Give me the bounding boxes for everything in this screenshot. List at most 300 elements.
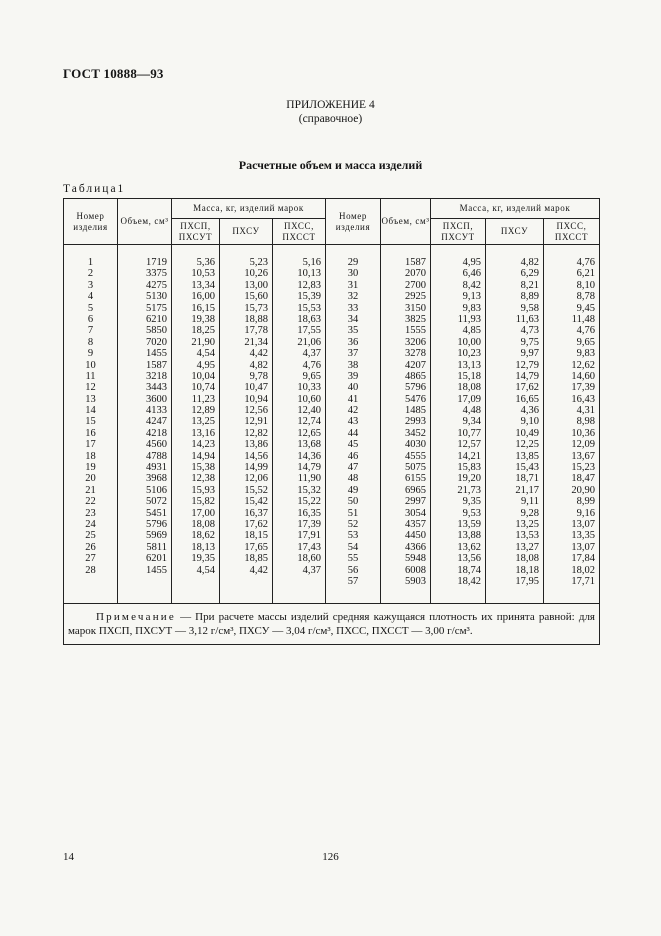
table-cell: 9 bbox=[87, 348, 94, 360]
table-cell: 6 bbox=[87, 313, 94, 325]
table-cell: 18,88 bbox=[244, 313, 268, 325]
table-cell: 13,34 bbox=[191, 279, 215, 291]
table-cell: 9,53 bbox=[462, 507, 481, 519]
table-cell: 10 bbox=[85, 359, 96, 371]
table-cell: 3452 bbox=[405, 427, 426, 439]
table-cell: 5796 bbox=[405, 382, 426, 394]
table-cell: 8,10 bbox=[576, 279, 595, 291]
table-cell: 17,95 bbox=[515, 575, 539, 587]
table-cell: 2700 bbox=[405, 279, 426, 291]
table-cell: 13,00 bbox=[244, 279, 268, 291]
table-cell: 21 bbox=[85, 484, 96, 496]
table-cell: 18,18 bbox=[515, 564, 539, 576]
table-cell: 15,60 bbox=[244, 291, 268, 303]
table-cell: 12,40 bbox=[297, 405, 321, 417]
right-volumes bbox=[381, 245, 431, 604]
table-cell: 3150 bbox=[405, 302, 426, 314]
table-cell: 14,79 bbox=[297, 462, 321, 474]
table-cell: 18,15 bbox=[244, 530, 268, 542]
table-cell: 15 bbox=[85, 416, 96, 428]
table-cell: 50 bbox=[347, 496, 359, 508]
table-cell: 4357 bbox=[405, 518, 426, 530]
table-cell: 10,23 bbox=[457, 348, 481, 360]
table-cell: 4,31 bbox=[576, 405, 595, 417]
table-cell: 9,13 bbox=[462, 291, 481, 303]
table-cell: 1485 bbox=[405, 405, 426, 417]
table-cell: 2925 bbox=[405, 291, 426, 303]
table-cell: 18,42 bbox=[457, 575, 481, 587]
header-mass-left: Масса, кг, изделий марок bbox=[172, 199, 326, 219]
table-cell: 5903 bbox=[405, 575, 426, 587]
table-cell: 17 bbox=[85, 439, 96, 451]
table-cell: 40 bbox=[347, 382, 359, 394]
table-cell: 5106 bbox=[146, 484, 167, 496]
table-cell: 9,97 bbox=[520, 348, 539, 360]
table-cell: 18,25 bbox=[191, 325, 215, 337]
header-pkhsu-right: ПХСУ bbox=[486, 219, 544, 245]
table-cell: 18,08 bbox=[457, 382, 481, 394]
table-cell: 4,76 bbox=[576, 325, 595, 337]
table-cell: 11,90 bbox=[297, 473, 321, 485]
table-cell: 17,91 bbox=[297, 530, 321, 542]
table-cell: 9,65 bbox=[576, 336, 595, 348]
table-cell: 18,02 bbox=[571, 564, 595, 576]
header-pkhss-right: ПХСС, ПХССТ bbox=[544, 219, 600, 245]
table-cell: 32 bbox=[347, 291, 359, 303]
table-cell: 10,04 bbox=[191, 370, 215, 382]
table-cell: 4133 bbox=[146, 405, 167, 417]
table-cell: 12,57 bbox=[457, 439, 481, 451]
table-cell: 5476 bbox=[405, 393, 426, 405]
table-cell: 13,88 bbox=[457, 530, 481, 542]
table-cell: 13,53 bbox=[515, 530, 539, 542]
table-cell: 8,89 bbox=[520, 291, 539, 303]
appendix-title: ПРИЛОЖЕНИЕ 4 bbox=[286, 99, 375, 111]
table-cell: 13,85 bbox=[515, 450, 539, 462]
table-cell: 48 bbox=[347, 473, 359, 485]
table-cell: 9,16 bbox=[576, 507, 595, 519]
table-cell: 17,39 bbox=[297, 518, 321, 530]
table-cell: 15,43 bbox=[515, 462, 539, 474]
table-cell: 14,36 bbox=[297, 450, 321, 462]
table-cell: 10,47 bbox=[244, 382, 268, 394]
table-cell: 18,60 bbox=[297, 553, 321, 565]
table-cell: 2997 bbox=[405, 496, 426, 508]
table-cell: 9,75 bbox=[520, 336, 539, 348]
table-cell: 15,52 bbox=[244, 484, 268, 496]
table-cell: 14,79 bbox=[515, 370, 539, 382]
table-cell: 13,56 bbox=[457, 553, 481, 565]
table-cell: 12,74 bbox=[297, 416, 321, 428]
table-cell: 1587 bbox=[146, 359, 167, 371]
table-cell: 9,78 bbox=[249, 370, 268, 382]
header-pkhsu-left: ПХСУ bbox=[220, 219, 273, 245]
table-cell: 6155 bbox=[405, 473, 426, 485]
table-cell: 13,16 bbox=[191, 427, 215, 439]
table-cell: 1555 bbox=[405, 325, 426, 337]
header-item-no-right: Номер изделия bbox=[326, 199, 381, 245]
table-cell: 4,42 bbox=[249, 564, 268, 576]
table-cell: 11,48 bbox=[571, 313, 595, 325]
table-cell: 13,25 bbox=[515, 518, 539, 530]
table-cell: 21,34 bbox=[244, 336, 268, 348]
table-cell: 15,53 bbox=[297, 302, 321, 314]
header-pkhsp-left: ПХСП, ПХСУТ bbox=[172, 219, 220, 245]
table-cell: 5072 bbox=[146, 496, 167, 508]
table-cell: 4,76 bbox=[576, 257, 595, 268]
table-cell: 1455 bbox=[146, 564, 167, 576]
table-cell: 19 bbox=[85, 462, 96, 474]
table-cell: 26 bbox=[85, 541, 96, 553]
table-cell: 5969 bbox=[146, 530, 167, 542]
table-cell: 12,56 bbox=[244, 405, 268, 417]
page-number-center: 126 bbox=[322, 851, 339, 863]
table-cell: 4218 bbox=[146, 427, 167, 439]
left-item-numbers bbox=[64, 245, 118, 604]
table-cell: 10,49 bbox=[515, 427, 539, 439]
table-cell: 10,60 bbox=[297, 393, 321, 405]
header-item-no-left: Номер изделия bbox=[64, 199, 118, 245]
table-cell: 4788 bbox=[146, 450, 167, 462]
table-cell: 4,54 bbox=[196, 564, 215, 576]
table-cell: 33 bbox=[347, 302, 359, 314]
table-cell: 10,77 bbox=[457, 427, 481, 439]
table-cell: 4,36 bbox=[520, 405, 539, 417]
table-cell: 8,99 bbox=[576, 496, 595, 508]
header-pkhss-left: ПХСС, ПХССТ bbox=[273, 219, 326, 245]
table-cell: 4030 bbox=[405, 439, 426, 451]
table-cell: 46 bbox=[347, 450, 359, 462]
table-cell: 12,38 bbox=[191, 473, 215, 485]
table-cell: 43 bbox=[347, 416, 359, 428]
document-code: ГОСТ 10888—93 bbox=[63, 66, 164, 81]
table-cell: 35 bbox=[347, 325, 359, 337]
table-cell: 4,42 bbox=[249, 348, 268, 360]
left-volumes bbox=[118, 245, 172, 604]
table-cell: 12 bbox=[85, 382, 96, 394]
table-cell: 55 bbox=[347, 553, 359, 565]
table-cell: 9,10 bbox=[520, 416, 539, 428]
table-cell: 4,95 bbox=[196, 359, 215, 371]
table-cell: 18,74 bbox=[457, 564, 481, 576]
table-cell: 9,45 bbox=[576, 302, 595, 314]
table-cell: 6,46 bbox=[462, 268, 481, 280]
table-cell: 10,33 bbox=[297, 382, 321, 394]
table-cell: 9,28 bbox=[520, 507, 539, 519]
table-cell: 14 bbox=[85, 405, 96, 417]
table-cell: 5175 bbox=[146, 302, 167, 314]
table-cell: 11,23 bbox=[191, 393, 215, 405]
table-cell: 4865 bbox=[405, 370, 426, 382]
table-cell: 8,78 bbox=[576, 291, 595, 303]
table-cell: 9,34 bbox=[462, 416, 481, 428]
table-cell: 18,63 bbox=[297, 313, 321, 325]
table-cell: 4,37 bbox=[302, 564, 321, 576]
table-cell: 12,06 bbox=[244, 473, 268, 485]
table-cell: 3 bbox=[87, 279, 94, 291]
table-cell: 4,95 bbox=[462, 257, 481, 268]
table-cell: 47 bbox=[347, 462, 359, 474]
table-cell: 13,13 bbox=[457, 359, 481, 371]
table-cell: 16,15 bbox=[191, 302, 215, 314]
table-cell: 29 bbox=[347, 257, 359, 268]
table-cell: 2993 bbox=[405, 416, 426, 428]
table-cell: 13,67 bbox=[571, 450, 595, 462]
table-cell: 11,93 bbox=[457, 313, 481, 325]
table-cell: 56 bbox=[347, 564, 359, 576]
table-cell: 36 bbox=[347, 336, 359, 348]
table-cell: 1455 bbox=[146, 348, 167, 360]
table-cell: 10,74 bbox=[191, 382, 215, 394]
table-cell: 13,35 bbox=[571, 530, 595, 542]
table-cell: 5451 bbox=[146, 507, 167, 519]
table-cell: 5948 bbox=[405, 553, 426, 565]
left-mass-pkhsu bbox=[220, 245, 273, 604]
table-cell: 12,62 bbox=[571, 359, 595, 371]
left-mass-pkhss bbox=[273, 245, 326, 604]
table-cell: 17,62 bbox=[244, 518, 268, 530]
table-cell: 37 bbox=[347, 348, 359, 360]
table-cell: 3206 bbox=[405, 336, 426, 348]
table-cell: 9,11 bbox=[521, 496, 539, 508]
table-cell: 16,43 bbox=[571, 393, 595, 405]
table-cell: 14,99 bbox=[244, 462, 268, 474]
table-caption: Таблица1 bbox=[63, 183, 126, 195]
table-cell: 9,65 bbox=[302, 370, 321, 382]
table-cell: 13,59 bbox=[457, 518, 481, 530]
table-cell: 4,76 bbox=[302, 359, 321, 371]
table-cell: 4450 bbox=[405, 530, 426, 542]
table-cell: 5075 bbox=[405, 462, 426, 474]
table-cell: 25 bbox=[85, 530, 96, 542]
table-cell: 4,85 bbox=[462, 325, 481, 337]
table-cell: 15,42 bbox=[244, 496, 268, 508]
table-cell: 5796 bbox=[146, 518, 167, 530]
table-cell: 16 bbox=[85, 427, 96, 439]
table-cell: 9,35 bbox=[462, 496, 481, 508]
table-cell: 8,42 bbox=[462, 279, 481, 291]
table-cell: 1 bbox=[87, 257, 94, 268]
table-cell: 2 bbox=[87, 268, 94, 280]
table-cell: 38 bbox=[347, 359, 359, 371]
table-cell: 15,38 bbox=[191, 462, 215, 474]
table-cell: 3968 bbox=[146, 473, 167, 485]
table-cell: 18,85 bbox=[244, 553, 268, 565]
table-cell: 21,90 bbox=[191, 336, 215, 348]
table-cell: 4207 bbox=[405, 359, 426, 371]
table-cell: 16,65 bbox=[515, 393, 539, 405]
table-cell: 12,09 bbox=[571, 439, 595, 451]
table-cell: 19,35 bbox=[191, 553, 215, 565]
table-cell: 6965 bbox=[405, 484, 426, 496]
table-cell: 34 bbox=[347, 313, 359, 325]
table-cell: 15,22 bbox=[297, 496, 321, 508]
header-volume-right: Объем, см³ bbox=[381, 199, 431, 245]
table-cell: 17,78 bbox=[244, 325, 268, 337]
table-cell: 18,71 bbox=[515, 473, 539, 485]
table-cell: 18,08 bbox=[515, 553, 539, 565]
table-cell: 12,89 bbox=[191, 405, 215, 417]
table-cell: 6,21 bbox=[576, 268, 595, 280]
table-cell: 4,54 bbox=[196, 348, 215, 360]
table-cell: 10,00 bbox=[457, 336, 481, 348]
table-cell: 41 bbox=[347, 393, 359, 405]
table-cell: 3825 bbox=[405, 313, 426, 325]
table-cell: 17,84 bbox=[571, 553, 595, 565]
table-cell: 15,39 bbox=[297, 291, 321, 303]
table-cell: 14,56 bbox=[244, 450, 268, 462]
table-cell: 3375 bbox=[146, 268, 167, 280]
table-cell: 4247 bbox=[146, 416, 167, 428]
table-cell: 10,53 bbox=[191, 268, 215, 280]
table-cell: 10,94 bbox=[244, 393, 268, 405]
table-cell: 10,36 bbox=[571, 427, 595, 439]
table-cell: 10,13 bbox=[297, 268, 321, 280]
table-cell: 11 bbox=[85, 370, 96, 382]
left-mass-pkhsp bbox=[172, 245, 220, 604]
table-cell: 18,13 bbox=[191, 541, 215, 553]
header-mass-right: Масса, кг, изделий марок bbox=[431, 199, 600, 219]
table-cell: 4555 bbox=[405, 450, 426, 462]
table-cell: 15,73 bbox=[244, 302, 268, 314]
table-cell: 45 bbox=[347, 439, 359, 451]
table-cell: 3278 bbox=[405, 348, 426, 360]
table-cell: 16,00 bbox=[191, 291, 215, 303]
table-cell: 39 bbox=[347, 370, 359, 382]
table-cell: 3443 bbox=[146, 382, 167, 394]
table-cell: 9,83 bbox=[576, 348, 595, 360]
table-cell: 15,18 bbox=[457, 370, 481, 382]
table-cell: 18 bbox=[85, 450, 96, 462]
page-number-left: 14 bbox=[63, 851, 74, 863]
table-cell: 31 bbox=[347, 279, 359, 291]
table-cell: 6008 bbox=[405, 564, 426, 576]
header-pkhsp-right: ПХСП, ПХСУТ bbox=[431, 219, 486, 245]
appendix-subtitle: (справочное) bbox=[298, 113, 363, 125]
table-cell: 27 bbox=[85, 553, 96, 565]
table-cell: 15,93 bbox=[191, 484, 215, 496]
note-text: — При расчете массы изделий средняя кажущаяся плотность их принята равной: для марок ПХСП, ПХСУТ — 3,12 г/см³, ПХСУ — 3,04 г/см³, ПХСС, ПХССТ — 3,00 г/см³. bbox=[68, 611, 595, 638]
table-cell: 4,37 bbox=[302, 348, 321, 360]
table-cell: 16,35 bbox=[297, 507, 321, 519]
table-cell: 13,68 bbox=[297, 439, 321, 451]
table-cell: 12,79 bbox=[515, 359, 539, 371]
table-cell: 20 bbox=[85, 473, 96, 485]
table-cell: 3054 bbox=[405, 507, 426, 519]
table-cell: 21,73 bbox=[457, 484, 481, 496]
table-cell: 8,98 bbox=[576, 416, 595, 428]
right-mass-pkhss bbox=[544, 245, 600, 604]
table-cell: 3218 bbox=[146, 370, 167, 382]
table-cell: 13,62 bbox=[457, 541, 481, 553]
table-cell: 14,23 bbox=[191, 439, 215, 451]
table-cell: 44 bbox=[347, 427, 359, 439]
table-cell: 42 bbox=[347, 405, 359, 417]
table-cell: 14,60 bbox=[571, 370, 595, 382]
right-item-numbers bbox=[326, 245, 381, 604]
table-cell: 8 bbox=[87, 336, 94, 348]
table-cell: 12,91 bbox=[244, 416, 268, 428]
table-cell: 8,21 bbox=[520, 279, 539, 291]
note-label: Примечание bbox=[96, 611, 176, 624]
table-cell: 7 bbox=[87, 325, 94, 337]
table-cell: 6,29 bbox=[520, 268, 539, 280]
table-cell: 13,07 bbox=[571, 541, 595, 553]
table-cell: 18,62 bbox=[191, 530, 215, 542]
table-cell: 15,32 bbox=[297, 484, 321, 496]
table-cell: 57 bbox=[347, 575, 359, 587]
table-cell: 13,07 bbox=[571, 518, 595, 530]
table-cell: 5811 bbox=[146, 541, 167, 553]
table-cell: 11,63 bbox=[515, 313, 539, 325]
table-title: Расчетные объем и масса изделий bbox=[238, 158, 423, 172]
table-cell: 13,27 bbox=[515, 541, 539, 553]
table-cell: 22 bbox=[85, 496, 96, 508]
table-cell: 4,73 bbox=[520, 325, 539, 337]
table-cell: 10,26 bbox=[244, 268, 268, 280]
table-cell: 4366 bbox=[405, 541, 426, 553]
table-cell: 15,83 bbox=[457, 462, 481, 474]
table-cell: 12,82 bbox=[244, 427, 268, 439]
table-cell: 18,47 bbox=[571, 473, 595, 485]
table-cell: 17,55 bbox=[297, 325, 321, 337]
table-cell: 1719 bbox=[146, 257, 167, 268]
table-cell: 23 bbox=[85, 507, 96, 519]
table-cell: 24 bbox=[85, 518, 96, 530]
table-cell: 2070 bbox=[405, 268, 426, 280]
table-cell: 5850 bbox=[146, 325, 167, 337]
table-cell: 51 bbox=[347, 507, 359, 519]
right-mass-pkhsu bbox=[486, 245, 544, 604]
table-cell: 5,36 bbox=[196, 257, 215, 268]
table-cell: 5 bbox=[87, 302, 94, 314]
table-cell: 18,08 bbox=[191, 518, 215, 530]
table-cell: 13,86 bbox=[244, 439, 268, 451]
table-cell: 6201 bbox=[146, 553, 167, 565]
table-cell: 52 bbox=[347, 518, 359, 530]
table-cell: 6210 bbox=[146, 313, 167, 325]
table-cell: 4 bbox=[87, 291, 94, 303]
header-volume-left: Объем, см³ bbox=[118, 199, 172, 245]
table-cell: 20,90 bbox=[571, 484, 595, 496]
table-cell: 12,65 bbox=[297, 427, 321, 439]
table-cell: 49 bbox=[347, 484, 359, 496]
table-cell: 5,23 bbox=[249, 257, 268, 268]
table-cell: 15,82 bbox=[191, 496, 215, 508]
table-cell: 9,58 bbox=[520, 302, 539, 314]
appendix-heading bbox=[0, 98, 661, 126]
table-cell: 3600 bbox=[146, 393, 167, 405]
table-cell: 15,23 bbox=[571, 462, 595, 474]
table-cell: 5,16 bbox=[302, 257, 321, 268]
table-cell: 5130 bbox=[146, 291, 167, 303]
table-cell: 1587 bbox=[405, 257, 426, 268]
table-cell: 17,65 bbox=[244, 541, 268, 553]
table-cell: 17,09 bbox=[457, 393, 481, 405]
table-cell: 14,94 bbox=[191, 450, 215, 462]
table-cell: 21,06 bbox=[297, 336, 321, 348]
table-cell: 19,20 bbox=[457, 473, 481, 485]
table-cell: 17,43 bbox=[297, 541, 321, 553]
table-cell: 7020 bbox=[146, 336, 167, 348]
table-cell: 17,62 bbox=[515, 382, 539, 394]
table-cell: 4275 bbox=[146, 279, 167, 291]
mass-table bbox=[63, 198, 600, 645]
table-cell: 4931 bbox=[146, 462, 167, 474]
table-cell: 9,83 bbox=[462, 302, 481, 314]
table-cell: 12,83 bbox=[297, 279, 321, 291]
table-cell: 17,39 bbox=[571, 382, 595, 394]
